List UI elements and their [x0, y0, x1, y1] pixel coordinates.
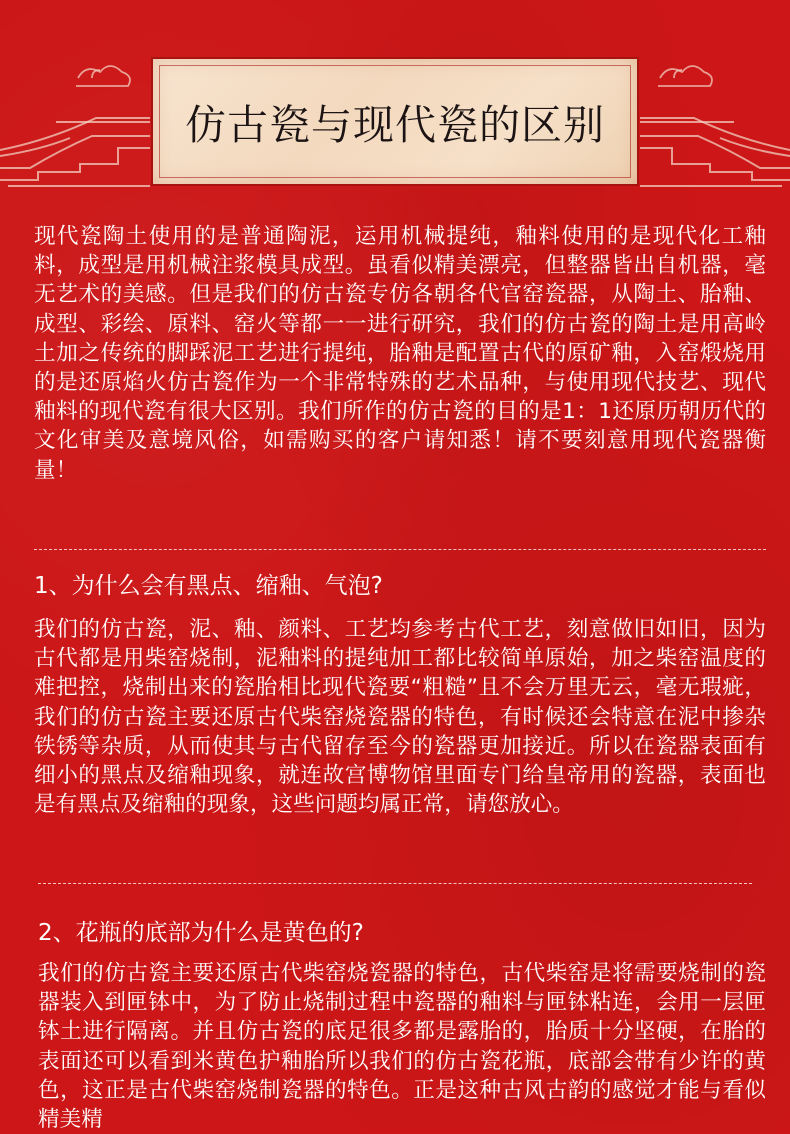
title-board [151, 57, 639, 186]
faq-answer-1: 我们的仿古瓷，泥、釉、颜料、工艺均参考古代工艺，刻意做旧如旧，因为古代都是用柴窑烧制，泥釉料的提纯加工都比较简单原始，加之柴窑温度的难把控，烧制出来的瓷胎相比现代瓷要“粗糙”且不会万里无云，毫无瑕疵，我们的仿古瓷主要还原古代柴窑烧瓷器的特色，有时候还会特意在泥中掺杂铁锈等杂质，从而使其与古代留存至今的瓷器更加接近。所以在瓷器表面有细小的黑点及缩釉现象，就连故宫博物馆里面专门给皇帝用的瓷器，表面也是有黑点及缩釉的现象，这些问题均属正常，请您放心。 [34, 617, 766, 818]
faq-answer-2: 我们的仿古瓷主要还原古代柴窑烧瓷器的特色，古代柴窑是将需要烧制的瓷器装入到匣钵中，为了防止烧制过程中瓷器的釉料与匣钵粘连，会用一层匣钵土进行隔离。并且仿古瓷的底足很多都是露胎的，胎质十分坚硬，在胎的表面还可以看到米黄色护釉胎所以我们的仿古瓷花瓶，底部会带有少许的黄色，这正是古代柴窑烧制瓷器的特色。正是这种古风古韵的感觉才能与看似精美精 [38, 961, 766, 1133]
divider [34, 549, 766, 550]
page-title: 仿古瓷与现代瓷的区别 [185, 101, 605, 149]
divider [38, 883, 752, 884]
faq-question-1: 1、为什么会有黑点、缩釉、气泡? [34, 573, 383, 599]
intro-paragraph: 现代瓷陶土使用的是普通陶泥，运用机械提纯，釉料使用的是现代化工釉料，成型是用机械注浆模具成型。虽看似精美漂亮，但整器皆出自机器，毫无艺术的美感。但是我们的仿古瓷专仿各朝各代官窑瓷器，从陶土、胎釉、成型、彩绘、原料、窑火等都一一进行研究，我们的仿古瓷的陶土是用高岭土加之传统的脚踩泥工艺进行提纯，胎釉是配置古代的原矿釉，入窑煅烧用的是还原焰火仿古瓷作为一个非常特殊的艺术品种，与使用现代技艺、现代釉料的现代瓷有很大区别。我们所作的仿古瓷的目的是1：1还原历朝历代的文化审美及意境风俗，如需购买的客户请知悉！请不要刻意用现代瓷器衡量！ [34, 224, 766, 483]
faq-question-2: 2、花瓶的底部为什么是黄色的? [38, 920, 364, 946]
